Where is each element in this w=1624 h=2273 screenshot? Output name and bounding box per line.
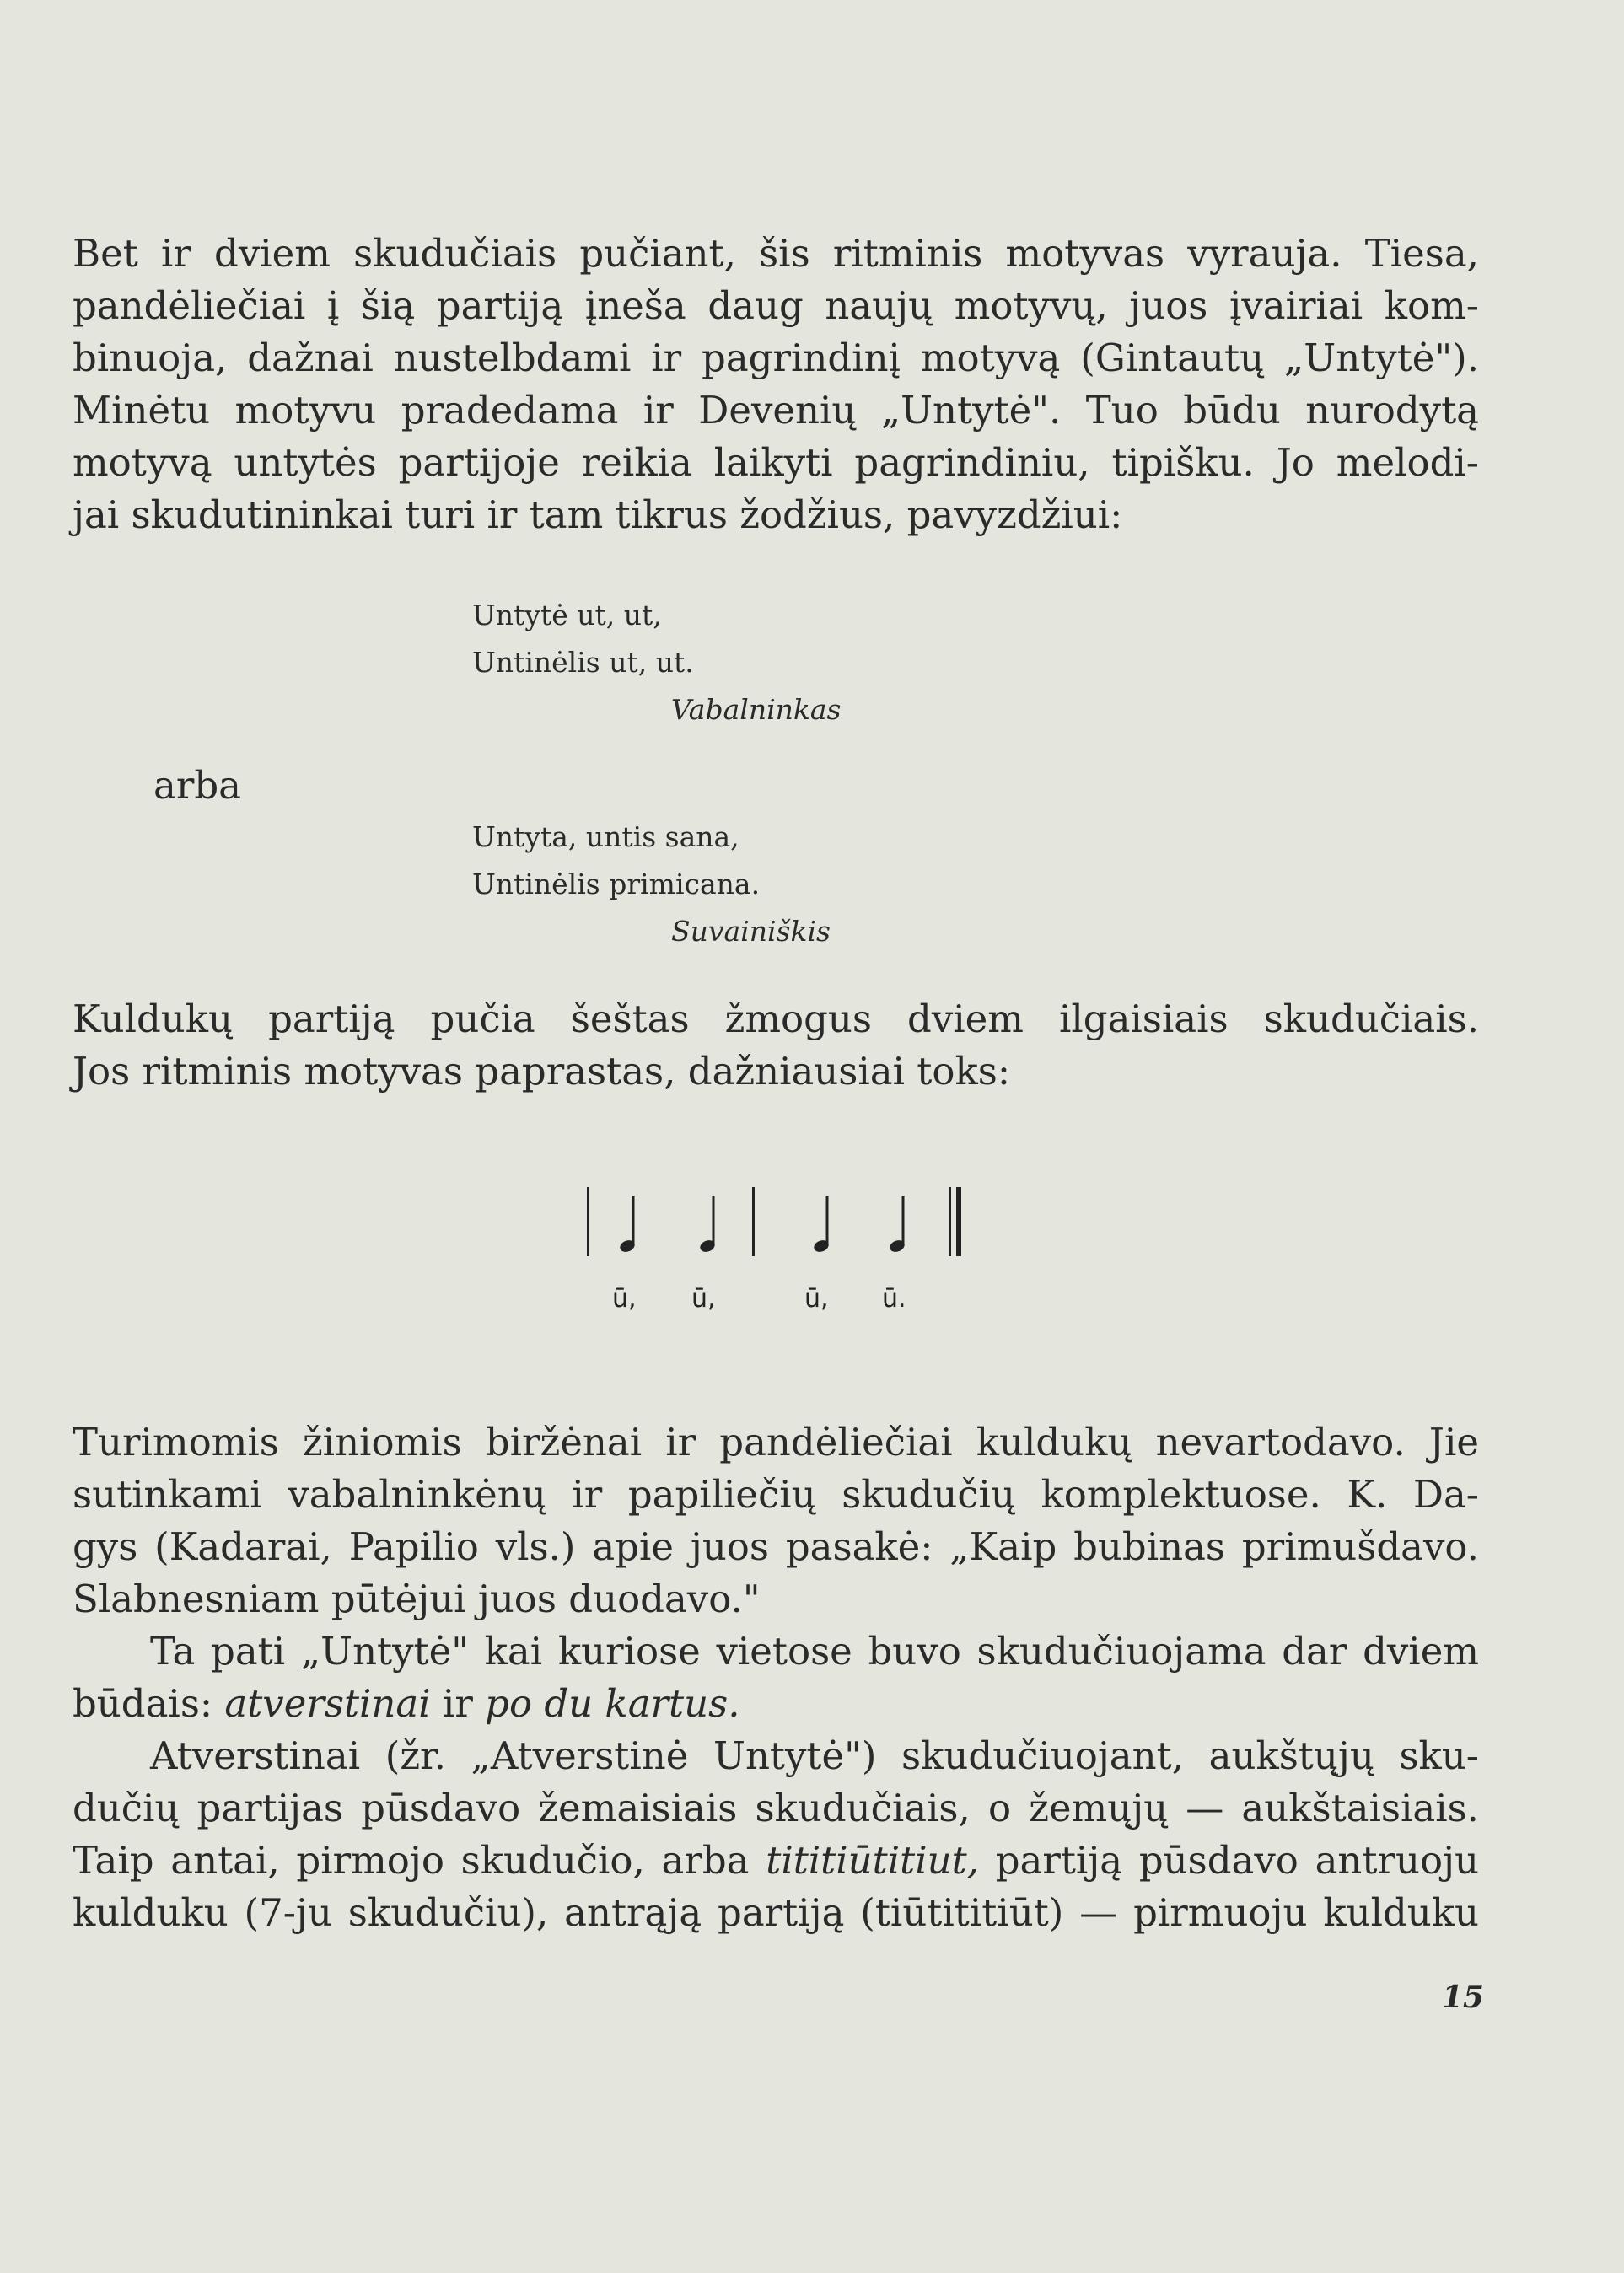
text-run: Taip antai, pirmojo skudučio, arba — [73, 1838, 766, 1883]
verse-line: Untyta, untis sana, — [472, 820, 739, 853]
text-line: Ta pati „Untytė" kai kuriose vietose buvo skudučiuojama dar dviem — [150, 1629, 1479, 1674]
text-run: būdais: — [73, 1681, 225, 1726]
text-line: motyvą untytės partijoje reikia laikyti pagrindiniu, tipišku. Jo melodi- — [73, 440, 1479, 485]
text-line: Atverstinai (žr. „Atverstinė Untytė") skudučiuojant, aukštųjų sku- — [150, 1733, 1479, 1778]
text-line: gys (Kadarai, Papilio vls.) apie juos pasakė: „Kaip bubinas primušdavo. — [73, 1524, 1479, 1569]
syllable: ū, — [804, 1284, 829, 1314]
quarter-note-icon — [698, 1196, 717, 1254]
verse-source: Suvainiškis — [671, 915, 831, 948]
text-line: Jos ritminis motyvas paprastas, dažniausiai toks: — [73, 1049, 1010, 1094]
verse-line: Untinėlis primicana. — [472, 868, 761, 900]
verse-vabalninkas — [472, 592, 842, 733]
text-line — [73, 1678, 1479, 1730]
text-line: dučių partijas pūsdavo žemaisiais skudučiais, o žemųjų — aukštaisiais. — [73, 1786, 1479, 1830]
text-line: Turimomis žiniomis biržėnai ir pandėliečiai kuldukų nevartodavo. Jie — [73, 1420, 1479, 1464]
barline-middle — [752, 1187, 755, 1256]
quarter-note-icon — [618, 1196, 637, 1254]
verse-suvainiskis — [472, 814, 831, 955]
paragraph-2 — [73, 993, 1479, 1098]
text-line: kulduku (7-ju skudučiu), antrąją partiją (tiūtititiūt) — pirmuoju kulduku — [73, 1890, 1479, 1935]
text-line: Minėtu motyvu pradedama ir Devenių „Untytė". Tuo būdu nurodytą — [73, 388, 1479, 433]
verse-source: Vabalninkas — [671, 693, 842, 726]
text-line: pandėliečiai į šią partiją įneša daug naujų motyvų, juos įvairiai kom- — [73, 283, 1479, 328]
text-line: Kuldukų partiją pučia šeštas žmogus dviem ilgaisiais skudučiais. — [73, 997, 1479, 1041]
syllable: ū. — [882, 1284, 906, 1314]
final-barline — [949, 1187, 961, 1256]
syllable: ū, — [612, 1284, 637, 1314]
italic-term: po du kartus. — [485, 1681, 740, 1726]
verse-line: Untytė ut, ut, — [472, 599, 662, 631]
rhythm-notation — [582, 1179, 970, 1322]
quarter-note-icon — [888, 1196, 906, 1254]
quarter-note-icon — [812, 1196, 831, 1254]
text-line: binuoja, dažnai nustelbdami ir pagrindinį motyvą (Gintautų „Untytė"). — [73, 336, 1479, 380]
text-line: Bet ir dviem skudučiais pučiant, šis ritminis motyvas vyrauja. Tiesa, — [73, 231, 1479, 276]
paragraph-1 — [73, 228, 1479, 541]
text-line — [73, 1835, 1479, 1887]
syllable: ū, — [691, 1284, 716, 1314]
barline-start — [587, 1187, 589, 1256]
text-run: partiją pūsdavo antruoju — [978, 1838, 1480, 1883]
text-line: sutinkami vabalninkėnų ir papiliečių skudučių komplektuose. K. Da- — [73, 1472, 1479, 1517]
paragraph-3 — [73, 1416, 1479, 1625]
text-run: ir — [430, 1681, 486, 1726]
arba-connector: arba — [153, 763, 241, 808]
paragraph-5 — [73, 1730, 1479, 1939]
text-line: Slabnesniam pūtėjui juos duodavo." — [73, 1577, 761, 1621]
verse-line: Untinėlis ut, ut. — [472, 646, 694, 679]
page-number: 15 — [1442, 1980, 1485, 2015]
text-line: jai skudutininkai turi ir tam tikrus žodžius, pavyzdžiui: — [73, 492, 1123, 537]
italic-term: atverstinai — [224, 1681, 431, 1726]
italic-term: tititiūtitiut, — [766, 1838, 979, 1883]
paragraph-4 — [73, 1625, 1479, 1730]
